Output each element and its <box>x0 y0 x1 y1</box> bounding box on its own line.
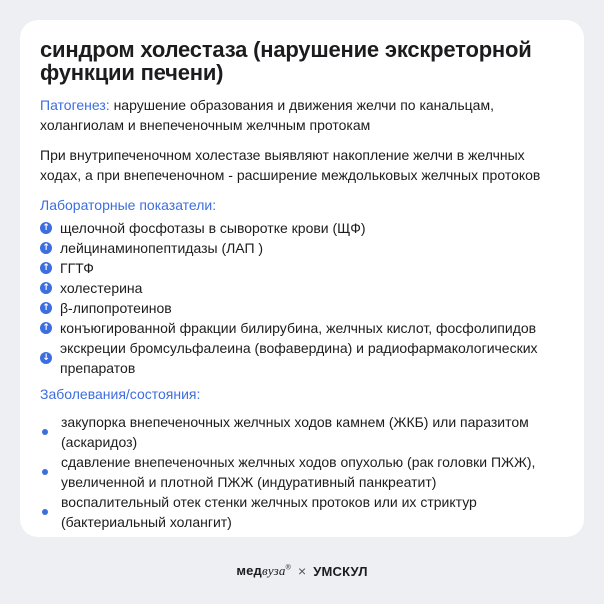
lab-item-text: щелочной фосфотазы в сыворотке крови (ЩФ) <box>60 220 366 236</box>
lab-item-text: лейцинаминопептидазы (ЛАП ) <box>60 240 264 256</box>
arrow-up-icon: ↑ <box>40 302 52 314</box>
bullet-dot-icon <box>42 469 48 475</box>
disease-item-text: воспалительный отек стенки желчных протоков или их стриктур (бактериальный холангит) <box>61 494 477 530</box>
list-item <box>40 338 564 378</box>
separator-icon: × <box>298 563 307 579</box>
arrow-up-icon: ↑ <box>40 322 52 334</box>
diseases-heading: Заболевания/состояния: <box>40 386 201 402</box>
umskul-logo: УМСКУЛ <box>313 563 368 579</box>
list-item <box>40 218 564 238</box>
pathogenesis-label: Патогенез: <box>40 97 110 113</box>
bullet-dot-icon <box>42 509 48 515</box>
footer <box>0 563 604 579</box>
lab-heading: Лабораторные показатели: <box>40 197 217 213</box>
list-item <box>40 492 564 532</box>
list-item <box>40 318 564 338</box>
page-title: синдром холестаза (нарушение экскреторной функции печени) <box>40 37 532 85</box>
lab-item-text: холестерина <box>60 280 143 296</box>
lab-item-text: β-липопротеинов <box>60 300 172 316</box>
pathogenesis-paragraph <box>40 95 564 135</box>
medvuza-logo: медвуза® <box>236 563 291 578</box>
arrow-up-icon: ↑ <box>40 242 52 254</box>
disease-item-text: сдавление внепеченочных желчных ходов опухолью (рак головки ПЖЖ), увеличенной и плотной ПЖЖ (индуративный панкреатит) <box>61 454 536 490</box>
cholestasis-description: При внутрипеченочном холестазе выявляют накопление желчи в желчных ходах, а при внепеченочном - расширение междольковых желчных протоков <box>40 147 541 183</box>
list-item <box>40 238 564 258</box>
list-item <box>40 298 564 318</box>
lab-item-text: экскреции бромсульфалеина (вофавердина) и радиофармакологических препаратов <box>60 340 538 376</box>
list-item <box>40 452 564 492</box>
list-item <box>40 278 564 298</box>
arrow-up-icon: ↑ <box>40 262 52 274</box>
pathogenesis-text: нарушение образования и движения желчи по канальцам, холангиолам и внепеченочным желчным протокам <box>40 97 494 133</box>
lab-item-text: конъюгированной фракции билирубина, желчных кислот, фосфолипидов <box>60 320 537 336</box>
arrow-up-icon: ↑ <box>40 222 52 234</box>
bullet-dot-icon <box>42 429 48 435</box>
disease-item-text: закупорка внепеченочных желчных ходов камнем (ЖКБ) или паразитом (аскаридоз) <box>61 414 529 450</box>
content-card <box>20 20 584 537</box>
list-item <box>40 412 564 452</box>
lab-indicators-list <box>40 218 564 378</box>
lab-item-text: ГГТФ <box>60 260 94 276</box>
list-item <box>40 258 564 278</box>
diseases-list <box>40 412 564 532</box>
arrow-up-icon: ↑ <box>40 282 52 294</box>
arrow-down-icon: ↓ <box>40 352 52 364</box>
